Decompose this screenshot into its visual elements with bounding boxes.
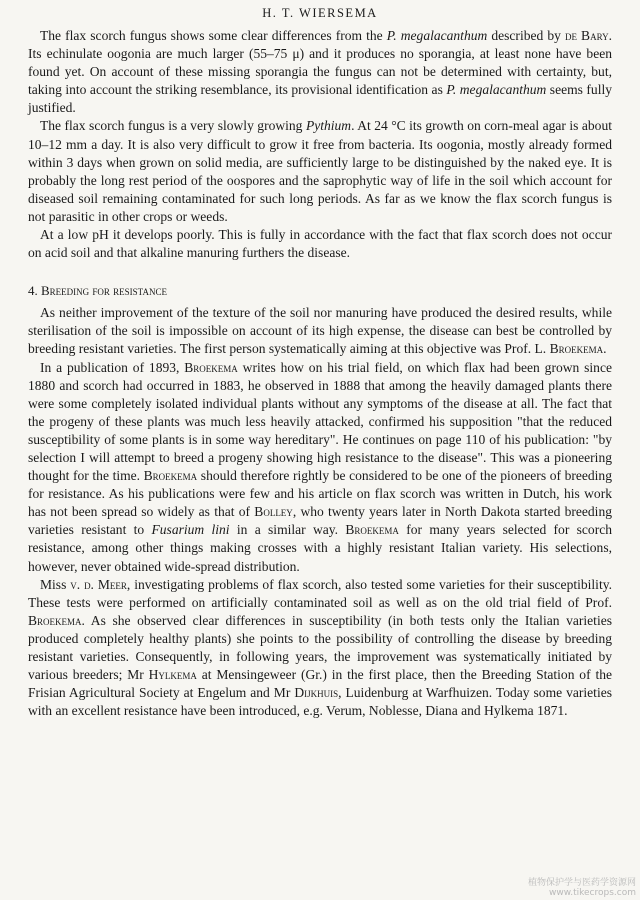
author-name: Bolley	[254, 504, 293, 520]
paragraph-fungus-growth: The flax scorch fungus is a very slowly growing Pythium. At 24 °C its growth on corn-meal agar is about 10–12 mm a day. It is also very difficult to grow it free from bacteria. Its oogonia, mostly already formed within 3 days when grown on solid media, are sufficiently large to be distinguished by the naked eye. It is probably the long rest period of the oospores and the saprophytic way of life in the soil which account for diseased soil remaining contaminated for such long periods. As far as we know the flax scorch fungus is not parasitic in other crops or weeds.	[28, 118, 612, 224]
watermark-line-1: 植物保护学与医药学资源网	[527, 878, 636, 888]
author-name: Dijkhuis	[294, 685, 339, 701]
watermark-line-2: www.tikecrops.com	[548, 888, 636, 898]
paragraph-fungus-differences: The flax scorch fungus shows some clear differences from the P. megalacanthum described by de Bary. Its echinulate oogonia are much larger (55–75 μ) and it produces no sporangia, at least none have been found yet. On account of these missing sporangia the fungus can not be determined with certainty, but, taking into account the striking resemblance, its provisional identification as P. megalacanthum seems fully justified.	[28, 28, 613, 116]
species-name: P. megalacanthum	[386, 28, 488, 43]
paragraph-van-der-meer: Miss v. d. Meer, investigating problems of flax scorch, also tested some varieties for their susceptibility. These tests were performed on artificially contaminated soil as well as on the old trial field of Prof. Broekema. As she observed clear differences in susceptibility (in both tests only the Italian varieties produced completely healthy plants) she points to the possibility of controlling the disease by breeding resistant varieties. Consequently, in following years, the improvement was systematically initiated by various breeders; Mr Hylkema at Mensingeweer (Gr.) in the first place, then the Breeding Station of the Frisian Agricultural Society at Engelum and Mr Dijkhuis, Luidenburg at Warfhuizen. Today some varieties with an excellent resistance have been introduced, e.g. Verum, Noblesse, Diana and Hylkema 1871.	[28, 576, 612, 719]
author-name: Hylkema	[148, 667, 197, 683]
running-head: H. T. WIERSEMA	[262, 6, 378, 20]
author-name: de Bary	[564, 28, 609, 43]
paragraph-broekema-1893: In a publication of 1893, Broekema writes how on his trial field, on which flax had been grown since 1880 and scorch had occurred in 1883, he observed in 1888 that among the heavily damaged plants there were some completely isolated individual plants without any symptoms of the disease at all. The fact that the progeny of these plants was much less heavily attacked, confirmed his supposition "that the reduced susceptibility of some plants is in some way hereditary". He continues on page 110 of his publication: "by selection I will attempt to breed a progeny showing high resistance to the disease". This was a pioneering thought for the time. Broekema should therefore rightly be considered to be one of the pioneers of breeding for resistance. As his publications were few and his article on flax scorch was written in Dutch, his work has not been spread so widely as that of Bolley, who twenty years later in North Dakota started breeding varieties resistant to Fusarium lini in a similar way. Broekema for many years selected for scorch resistance, among other things making crosses with a highly resistant Italian variety. His selections, however, never obtained wide-spread distribution.	[28, 359, 613, 574]
author-name: Broekema	[184, 359, 238, 375]
watermark	[528, 878, 636, 898]
author-name: Broekema	[143, 468, 198, 484]
paragraph-ph: At a low pH it develops poorly. This is fully in accordance with the fact that flax scorch does not occur on acid soil and that alkaline manuring furthers the disease.	[28, 227, 612, 261]
section-heading: 4. Breeding for resistance	[28, 283, 167, 299]
author-name: Broekema	[549, 341, 604, 357]
species-name: P. megalacanthum	[446, 82, 547, 98]
author-name: Broekema	[345, 522, 399, 538]
species-name: Fusarium lini	[151, 522, 230, 538]
author-name: v. d. Meer	[70, 576, 127, 592]
genus-name: Pythium	[305, 118, 352, 134]
author-name: Broekema	[28, 612, 82, 628]
paragraph-breeding-intro: As neither improvement of the texture of the soil nor manuring have produced the desired results, while sterilisation of the soil is impossible on account of its high expense, the disease can best be controlled by breeding resistant varieties. The first person systematically aiming at this objective was Prof. L. Broekema.	[28, 305, 612, 357]
